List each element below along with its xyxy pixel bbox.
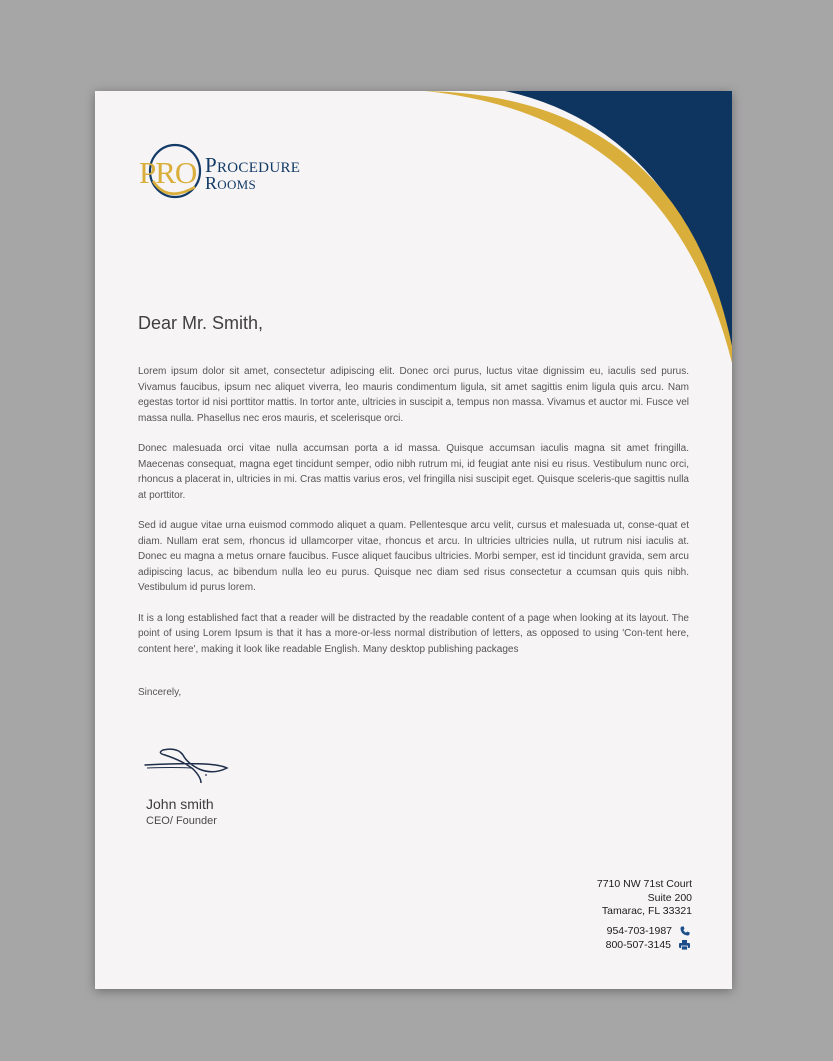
- company-address: [597, 878, 692, 919]
- signer-name: John smith: [146, 796, 214, 812]
- greeting: Dear Mr. Smith,: [138, 313, 264, 333]
- address-line-3: Tamarac, FL 33321: [601, 905, 692, 917]
- fax-number: 800-507-3145: [605, 939, 671, 951]
- contact-info: [606, 924, 690, 952]
- phone-icon: [680, 926, 690, 936]
- paragraph-3: Sed id augue vitae urna euismod commodo aliquet a quam. Pellentesque arcu velit, cursus et malesuada ut, conse-quat et diam. Nullam erat sem, rhoncus id ullamcorper vitae, rhoncus et arcu. In ultricies ultricies nulla, ut rutrum nisi iaculis at. Donec eu magna a metus ornare faucibus. Fusce aliquet faucibus ultricies. Morbi semper, est id tincidunt gravida, sem arcu adipiscing lacus, ac bibendum nulla leo eu purus. Quisque nec diam sed risus consectetur a ccumsan quis quis nibh. Vestibulum id purus lorem.: [138, 520, 689, 593]
- paragraph-4: It is a long established fact that a reader will be distracted by the readable content of a page when looking at its layout. The point of using Lorem Ipsum is that it has a more-or-less normal distribution of letters, as opposed to using 'Con-tent here, content here', making it look like readable English. Many desktop publishing packages: [138, 612, 689, 655]
- signer-title: CEO/ Founder: [146, 815, 217, 827]
- logo-rooms-text: Rooms: [205, 173, 257, 193]
- logo-pro-text: PRO: [139, 155, 197, 190]
- logo-procedure-text: Procedure: [205, 153, 301, 177]
- navy-corner: [505, 91, 732, 356]
- fax-row: [606, 938, 690, 952]
- signature-image: [143, 743, 233, 783]
- company-logo: [137, 143, 337, 205]
- closing: Sincerely,: [138, 687, 182, 698]
- phone-number: 954-703-1987: [606, 925, 672, 937]
- paragraph-2: Donec malesuada orci vitae nulla accumsan porta a id massa. Quisque accumsan iaculis magna sit amet fringilla. Maecenas consequat, magna eget tincidunt semper, odio nibh rutrum mi, id feugiat ante nisi eu risus. Vestibulum nunc orci, rhoncus a placerat in, ultricies in mi. Cras mattis varius eros, vel fringilla nisi suscipit eget. Quisque sceleris-que sagittis nulla at porttitor.: [138, 443, 689, 501]
- fax-icon: [679, 940, 690, 950]
- address-line-2: Suite 200: [647, 891, 692, 904]
- paragraph-1: Lorem ipsum dolor sit amet, consectetur adipiscing elit. Donec orci purus, luctus vitae dignissim eu, iaculis sed purus. Vivamus faucibus, ipsum nec aliquet viverra, leo mauris condimentum ligula, sit amet sagittis enim ligula quis arcu. Nam egestas tortor id nisi porttitor mattis. In tortor ante, ultricies in suscipit a, tempus non massa. Vivamus et auctor mi. Fusce vel massa nulla. Phasellus nec eros mauris, et scelerisque orci.: [138, 366, 689, 424]
- letter-body: [138, 364, 689, 672]
- phone-row: [606, 924, 690, 938]
- address-line-1: 7710 NW 71st Court: [596, 878, 692, 890]
- letterhead-page: [95, 91, 732, 989]
